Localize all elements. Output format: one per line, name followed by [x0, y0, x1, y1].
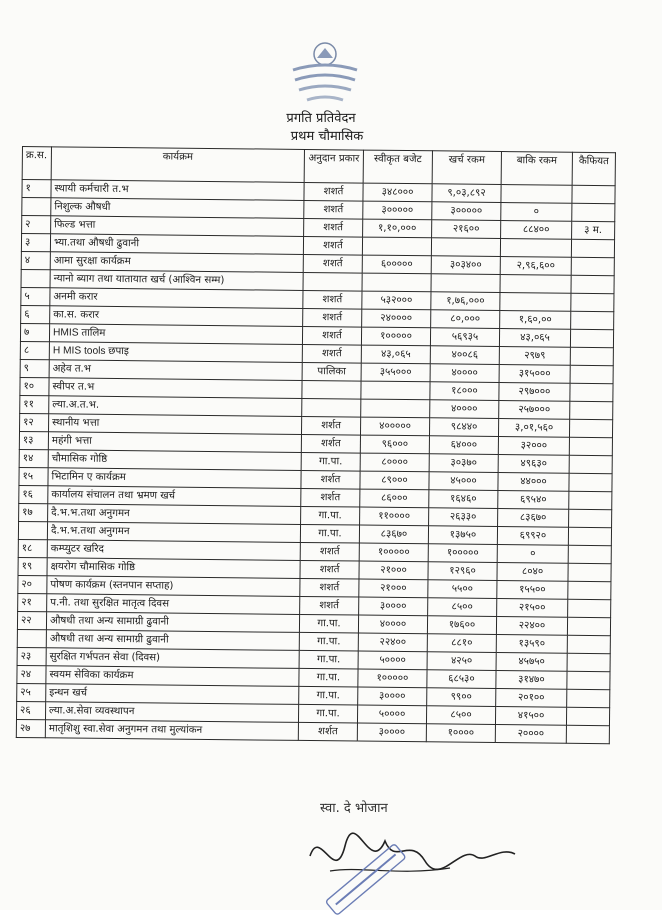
row-expense: ८०,०००	[431, 310, 500, 329]
row-remarks	[571, 293, 614, 311]
row-expense: १६४६०	[429, 490, 498, 509]
document-title: प्रगति प्रतिवेदन	[286, 111, 356, 126]
row-program: स्वयम सेविका कार्यक्रम	[46, 666, 299, 687]
row-program: का.स. करार	[50, 306, 303, 327]
row-expense: ८५००	[426, 706, 495, 725]
row-budget: ४०००००	[360, 417, 429, 436]
row-expense: १३७५०	[428, 526, 497, 545]
row-grant-type: शशर्त	[303, 290, 362, 309]
row-serial: १९	[18, 557, 47, 575]
row-expense: १०००००	[428, 544, 497, 563]
row-grant-type: शर्शत	[301, 416, 360, 435]
row-budget: ४३,०६५	[361, 345, 430, 364]
row-balance: ८०४०	[497, 562, 568, 581]
signature-area	[300, 788, 560, 908]
row-serial: २०	[18, 575, 47, 593]
row-remarks	[568, 599, 611, 617]
row-budget	[361, 381, 430, 400]
row-balance: ३,०१,५६०	[498, 419, 569, 438]
header-serial: क्र.स.	[22, 147, 51, 180]
row-remarks: ३ म.	[572, 221, 615, 239]
row-expense: १२९६०	[428, 562, 497, 581]
row-expense: ३०३७०	[429, 454, 498, 473]
row-budget: २४००००	[362, 309, 431, 328]
row-balance: १३५९०	[496, 634, 567, 653]
row-balance: २००००	[495, 724, 566, 743]
row-budget: ५००००	[357, 705, 426, 724]
row-budget: ३००००	[359, 597, 428, 616]
row-remarks	[567, 689, 610, 707]
row-grant-type: शर्शत	[301, 434, 360, 453]
row-remarks	[569, 509, 612, 527]
document-subtitle: प्रथम चौमासिक	[290, 129, 364, 144]
row-program: इन्धन खर्च	[46, 684, 299, 705]
row-expense: १,७६,०००	[431, 292, 500, 311]
row-serial: १७	[19, 503, 48, 521]
row-balance: २५७०००	[499, 401, 570, 420]
row-grant-type: शशर्त	[300, 578, 359, 597]
row-program: HMIS तालिम	[49, 324, 302, 345]
row-serial: ६	[21, 305, 50, 323]
row-program: कार्यालय संचालन तथा भ्रमण खर्च	[48, 486, 301, 507]
row-expense: ६४०००	[429, 436, 498, 455]
row-expense: ६८५३०	[427, 670, 496, 689]
row-program: H MIS tools छपाइ	[49, 342, 302, 363]
row-program: पोषण कार्यक्रम (स्तनपान सप्ताह)	[47, 576, 300, 597]
row-budget: ६०००००	[362, 255, 431, 274]
row-serial: ८	[20, 341, 49, 359]
row-remarks	[572, 203, 615, 221]
header-program: कार्यक्रम	[51, 147, 304, 183]
row-balance	[500, 293, 571, 312]
row-program: क्षयरोग चौमासिक गोष्ठि	[47, 558, 300, 579]
row-budget: ३५५०००	[361, 363, 430, 382]
row-program: चौमासिक गोष्ठि	[48, 450, 301, 471]
row-budget: ११००००	[360, 507, 429, 526]
row-expense	[431, 238, 500, 257]
row-serial: १५	[19, 467, 48, 485]
row-balance: ४४०००	[498, 473, 569, 492]
row-grant-type: शशर्त	[304, 182, 363, 201]
row-serial: २३	[17, 647, 46, 665]
row-expense: ४५०००	[429, 472, 498, 491]
row-grant-type: शशर्त	[300, 560, 359, 579]
row-program: स्थायी कर्मचारी त.भ	[51, 180, 304, 201]
row-budget: ३४८०००	[363, 183, 432, 202]
header-balance: बाकि रकम	[501, 152, 572, 186]
signature-line: स्वा. दे भोजान	[320, 801, 388, 816]
row-budget: २१०००	[359, 561, 428, 580]
row-budget: १०००००	[358, 669, 427, 688]
row-balance: ३१५०००	[499, 365, 570, 384]
row-budget: ३००००	[357, 723, 426, 742]
row-grant-type: गा.पा.	[301, 452, 360, 471]
row-remarks	[569, 419, 612, 437]
row-serial: १२	[20, 413, 49, 431]
row-serial: ९	[20, 359, 49, 377]
row-balance: १,६०,००	[500, 311, 571, 330]
row-expense: ४००००	[430, 364, 499, 383]
row-remarks	[567, 617, 610, 635]
row-expense: ९९००	[427, 688, 496, 707]
row-remarks	[569, 437, 612, 455]
row-budget	[361, 399, 430, 418]
row-serial: २७	[16, 719, 45, 737]
row-grant-type: शशर्त	[303, 254, 362, 273]
row-balance: २२४००	[496, 616, 567, 635]
row-expense: ५६९३५	[430, 328, 499, 347]
row-grant-type	[302, 398, 361, 417]
row-grant-type: शशर्त	[302, 344, 361, 363]
row-remarks	[566, 725, 609, 743]
row-grant-type: शर्शत	[301, 470, 360, 489]
row-remarks	[571, 311, 614, 329]
row-program: फिल्ड भत्ता	[51, 216, 304, 237]
row-program: अनमी करार	[50, 288, 303, 309]
table-body	[16, 180, 615, 744]
row-program: मातृशिशु स्वा.सेवा अनुगमन तथा मुल्यांकन	[45, 720, 298, 741]
header-approved-budget: स्वीकृत बजेट	[363, 150, 432, 184]
row-serial: १६	[19, 485, 48, 503]
row-balance: २९७०००	[499, 383, 570, 402]
row-budget: ५००००	[358, 651, 427, 670]
row-expense: १००००	[426, 724, 495, 743]
row-remarks	[568, 545, 611, 563]
row-balance: ०	[501, 203, 572, 222]
row-remarks	[568, 563, 611, 581]
row-grant-type: पालिका	[302, 362, 361, 381]
row-serial: १३	[19, 431, 48, 449]
row-balance: २९७९	[499, 347, 570, 366]
row-expense: २६३३०	[429, 508, 498, 527]
row-grant-type: शर्शत	[301, 488, 360, 507]
row-balance: ४९६३०	[498, 455, 569, 474]
row-remarks	[571, 239, 614, 257]
row-balance	[501, 185, 572, 204]
row-budget: २१०००	[359, 579, 428, 598]
row-remarks	[567, 671, 610, 689]
row-program: ल्या.अ.सेवा व्यवस्थापन	[45, 702, 298, 723]
row-remarks	[570, 329, 613, 347]
row-program: भ्या.तथा औषधी ढुवानी	[50, 234, 303, 255]
row-remarks	[569, 455, 612, 473]
row-budget: १,१०,०००	[363, 219, 432, 238]
row-serial	[17, 629, 46, 647]
row-serial: १८	[18, 539, 47, 557]
row-serial: २६	[16, 701, 45, 719]
row-budget: ४००००	[358, 615, 427, 634]
row-program: न्यानो ब्याग तथा यातायात खर्च (आश्विन सम्म)	[50, 270, 303, 291]
row-serial	[22, 198, 51, 216]
row-expense: ८५००	[428, 598, 497, 617]
header-grant-type: अनुदान प्रकार	[304, 149, 363, 183]
row-expense: १८०००	[430, 382, 499, 401]
row-grant-type: शशर्त	[304, 200, 363, 219]
row-program: औषधी तथा अन्य सामाग्री ढुवानी	[46, 630, 299, 651]
row-serial	[18, 521, 47, 539]
row-budget: ८६०००	[360, 489, 429, 508]
row-serial: १	[22, 180, 51, 198]
row-serial: २२	[17, 611, 46, 629]
row-balance: ४५७५०	[496, 652, 567, 671]
row-expense: ४००८६	[430, 346, 499, 365]
row-remarks	[567, 653, 610, 671]
row-balance: ८३६७०	[498, 509, 569, 528]
row-remarks	[569, 473, 612, 491]
row-budget	[362, 273, 431, 292]
row-serial: ११	[20, 395, 49, 413]
row-remarks	[566, 707, 609, 725]
row-balance: ४१५००	[495, 706, 566, 725]
row-balance: २,९६,६००	[500, 257, 571, 276]
row-serial: ३	[21, 234, 50, 252]
row-program: कम्प्युटर खरिद	[47, 540, 300, 561]
row-serial: २१	[18, 593, 47, 611]
row-remarks	[571, 257, 614, 275]
row-balance: ३२०००	[498, 437, 569, 456]
row-remarks	[568, 527, 611, 545]
row-grant-type: शशर्त	[303, 308, 362, 327]
row-grant-type: गा.पा.	[299, 668, 358, 687]
row-grant-type: गा.पा.	[298, 704, 357, 723]
row-program: स्थानीय भत्ता	[49, 414, 302, 435]
row-grant-type: गा.पा.	[299, 632, 358, 651]
row-balance: ६९५४०	[498, 491, 569, 510]
row-serial: ४	[21, 251, 50, 269]
row-expense: ३०००००	[432, 202, 501, 221]
row-remarks	[570, 401, 613, 419]
row-balance: १५५००	[497, 580, 568, 599]
row-expense: ८८१०	[427, 634, 496, 653]
row-budget: ८००००	[360, 453, 429, 472]
row-budget: ३०००००	[363, 201, 432, 220]
row-program: सुरक्षित गर्भपतन सेवा (दिवस)	[46, 648, 299, 669]
row-program: निशुल्क औषधी	[51, 198, 304, 219]
header-expense: खर्च रकम	[432, 151, 501, 185]
row-expense: २१६००	[432, 220, 501, 239]
row-serial: १०	[20, 377, 49, 395]
row-grant-type: गा.पा.	[299, 686, 358, 705]
row-balance: २१५००	[497, 598, 568, 617]
row-expense: ९८४४०	[429, 418, 498, 437]
municipality-seal	[285, 40, 365, 110]
row-serial: २४	[17, 665, 46, 683]
row-program: प.नी. तथा सुरक्षित मातृत्व दिवस	[47, 594, 300, 615]
row-budget: २२४००	[358, 633, 427, 652]
row-grant-type: गा.पा.	[299, 614, 358, 633]
row-balance: ८८४००	[501, 221, 572, 240]
row-program: अहेव त.भ	[49, 360, 302, 381]
row-budget	[362, 237, 431, 256]
row-serial: ५	[21, 287, 50, 305]
row-balance: ३१४७०	[496, 670, 567, 689]
row-grant-type	[303, 272, 362, 291]
row-budget: ५३२०००	[362, 291, 431, 310]
row-serial: २	[22, 216, 51, 234]
row-expense: १७६००	[427, 616, 496, 635]
row-grant-type: शर्शत	[298, 722, 357, 741]
row-grant-type: शशर्त	[300, 596, 359, 615]
row-program: आमा सुरक्षा कार्यक्रम	[50, 252, 303, 273]
row-grant-type: गा.पा.	[299, 650, 358, 669]
row-expense: ४००००	[430, 400, 499, 419]
row-budget: ८३६७०	[359, 525, 428, 544]
row-remarks	[567, 635, 610, 653]
row-grant-type: गा.पा.	[301, 506, 360, 525]
row-serial	[21, 269, 50, 287]
row-expense	[431, 274, 500, 293]
row-remarks	[571, 275, 614, 293]
row-budget: १०००००	[361, 327, 430, 346]
row-remarks	[570, 365, 613, 383]
row-expense: ९,०३,८९२	[432, 184, 501, 203]
row-serial: २५	[17, 683, 46, 701]
row-program: भिटामिन ए कार्यक्रम	[48, 468, 301, 489]
row-program: महंगी भत्ता	[48, 432, 301, 453]
row-remarks	[572, 185, 615, 203]
row-balance: २०१००	[496, 688, 567, 707]
handwritten-signature	[300, 816, 540, 916]
row-budget: १०००००	[359, 543, 428, 562]
row-balance: ६९९२०	[497, 527, 568, 546]
row-remarks	[570, 383, 613, 401]
row-grant-type	[302, 380, 361, 399]
row-budget: ३००००	[358, 687, 427, 706]
row-expense: ५५००	[428, 580, 497, 599]
row-budget: ९६०००	[360, 435, 429, 454]
header-remarks: कैफियत	[572, 152, 615, 185]
row-budget: ८९०००	[360, 471, 429, 490]
row-expense: ४२५०	[427, 652, 496, 671]
row-grant-type: शशर्त	[304, 218, 363, 237]
row-serial: १४	[19, 449, 48, 467]
row-grant-type: शशर्त	[302, 326, 361, 345]
row-remarks	[570, 347, 613, 365]
row-grant-type: शशर्त	[300, 542, 359, 561]
row-program: औषधी तथा अन्य सामाग्री ढुवानी	[46, 612, 299, 633]
row-remarks	[568, 581, 611, 599]
row-serial: ७	[20, 323, 49, 341]
row-program: ल्या.अ.त.भ.	[49, 396, 302, 417]
row-balance	[500, 275, 571, 294]
row-balance: ४३,०६५	[499, 329, 570, 348]
progress-table	[16, 146, 616, 744]
row-grant-type: शशर्त	[303, 236, 362, 255]
row-program: दै.भ.भ.तथा अनुगमन	[48, 504, 301, 525]
row-balance	[500, 239, 571, 258]
row-grant-type: गा.पा.	[300, 524, 359, 543]
row-balance: ०	[497, 544, 568, 563]
row-expense: ३०३४००	[431, 256, 500, 275]
row-program: स्वीपर त.भ	[49, 378, 302, 399]
row-remarks	[569, 491, 612, 509]
row-program: दै.भ.भ.तथा अनुगमन	[47, 522, 300, 543]
